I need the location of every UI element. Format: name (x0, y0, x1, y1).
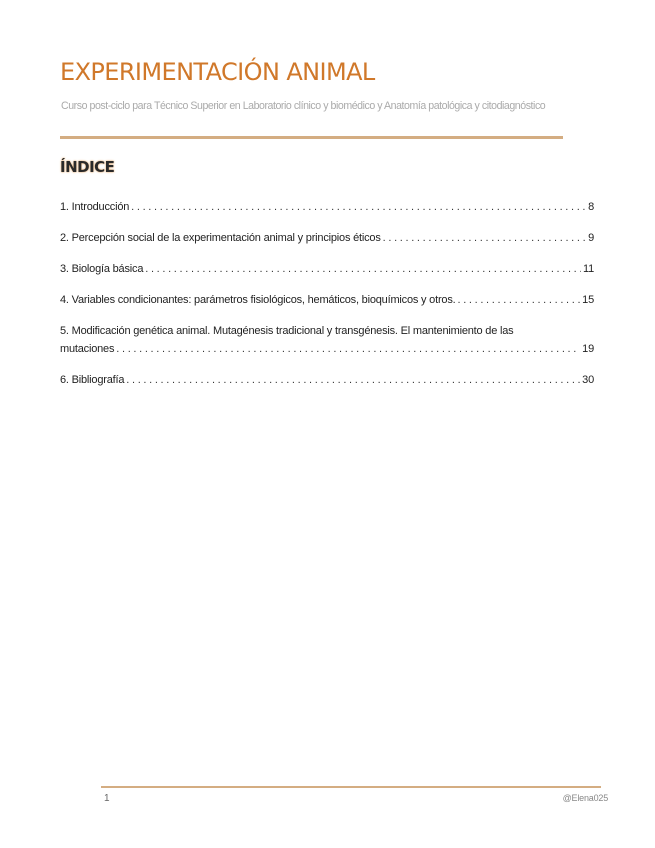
toc-item-title: 2. Percepción social de la experimentación animal y principios éticos (60, 232, 381, 244)
toc-item-biologia-basica[interactable] (60, 260, 594, 278)
toc-item-introduccion[interactable] (60, 198, 594, 216)
toc-leader-dots (116, 340, 580, 358)
footer-divider (101, 786, 601, 788)
title-divider (60, 136, 563, 139)
footer-author: @Elena025 (562, 793, 608, 803)
toc-leader-dots (458, 291, 581, 309)
toc-item-title: 4. Variables condicionantes: parámetros fisiológicos, hemáticos, bioquímicos y otros. (60, 294, 456, 306)
table-of-contents (60, 198, 594, 389)
toc-leader-dots (126, 371, 580, 389)
document-title: EXPERIMENTACIÓN ANIMAL (60, 58, 375, 86)
toc-item-page: 19 (582, 343, 594, 355)
toc-leader-dots (383, 229, 586, 247)
toc-item-modificacion-genetica[interactable] (60, 322, 594, 358)
toc-item-page: 8 (588, 201, 594, 213)
toc-item-page: 30 (582, 374, 594, 386)
toc-item-page: 15 (582, 294, 594, 306)
toc-leader-dots (131, 198, 586, 216)
toc-item-title: mutaciones (60, 343, 115, 355)
toc-item-title: 1. Introducción (60, 201, 130, 213)
footer-page-number: 1 (104, 793, 110, 804)
toc-item-variables-condicionantes[interactable] (60, 291, 594, 309)
toc-item-title: 6. Bibliografía (60, 374, 125, 386)
toc-leader-dots (145, 260, 581, 278)
toc-item-title: 3. Biología básica (60, 263, 144, 275)
document-subtitle: Curso post-ciclo para Técnico Superior en Laboratorio clínico y biomédico y Anatomía patológica y citodiagnóstico (61, 100, 546, 112)
toc-item-bibliografia[interactable] (60, 371, 594, 389)
toc-item-title-line1: 5. Modificación genética animal. Mutagénesis tradicional y transgénesis. El mantenimiento de las (60, 325, 514, 337)
toc-heading: ÍNDICE (60, 158, 115, 176)
toc-item-percepcion-social[interactable] (60, 229, 594, 247)
toc-item-page: 9 (588, 232, 594, 244)
toc-item-page: 11 (582, 263, 594, 275)
